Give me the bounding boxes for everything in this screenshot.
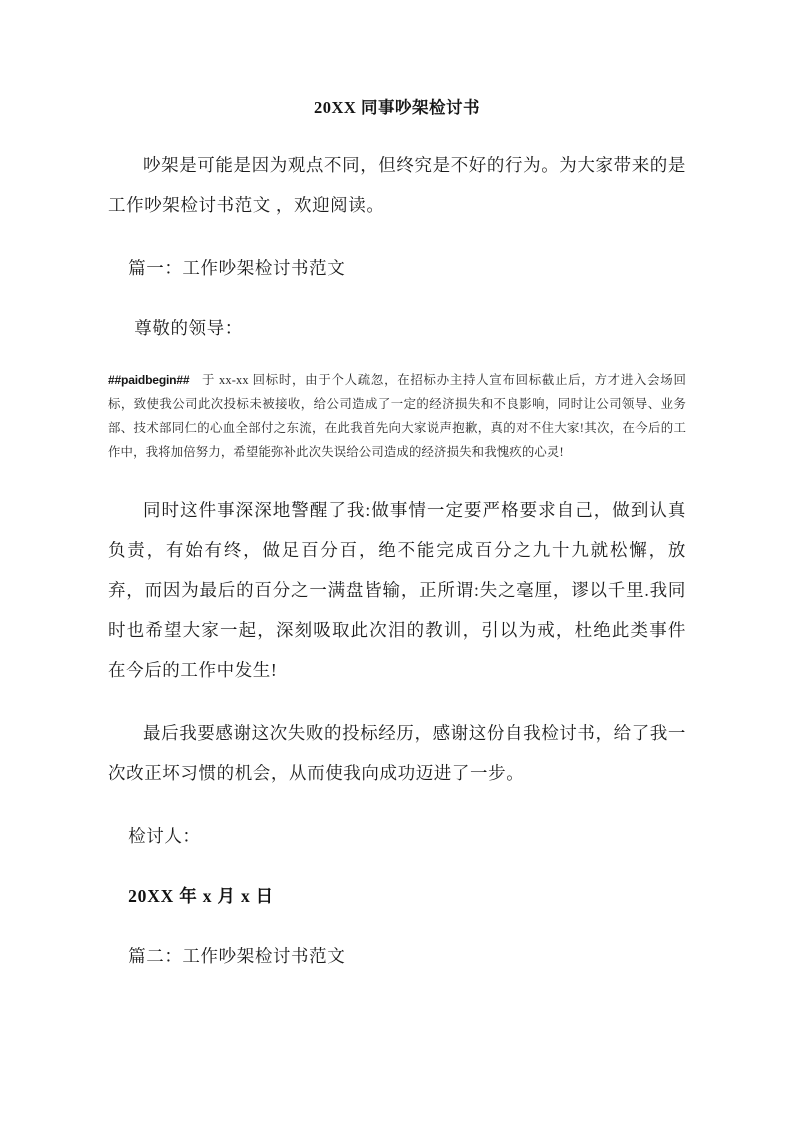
signature-date: 20XX 年 x 月 x 日 — [128, 886, 274, 907]
spacer — [108, 700, 686, 713]
paid-body-text: 于 xx-xx 回标时，由于个人疏忽，在招标办主持人宣布回标截止后，方才进入会场回标，致使我公司此次投标未被接收，给公司造成了一定的经济损失和不良影响，同时让公司领导、业务部、技术部同仁的心血全部付之东流，在此我首先向大家说声抱歉，真的对不住大家!其次，在今后的工作中，我将加倍努力，希望能弥补此次失误给公司造成的经济损失和我愧疚的心灵! — [108, 373, 686, 460]
section-one-heading: 篇一：工作吵架检讨书范文 — [128, 258, 346, 279]
spacer — [108, 348, 686, 368]
page-title: 20XX 同事吵架检讨书 — [314, 98, 480, 117]
spacer — [108, 856, 686, 876]
main-body-paragraph: 同时这件事深深地警醒了我:做事情一定要严格要求自己，做到认真负责，有始有终，做足百分百，绝不能完成百分之九十九就松懈，放弃，而因为最后的百分之一满盘皆输，正所谓:失之毫厘，谬以千里.我同时也希望大家一起，深刻吸取此次泪的教训，引以为戒，杜绝此类事件在今后的工作中发生! — [108, 500, 686, 681]
spacer — [108, 288, 686, 308]
salutation: 尊敬的领导： — [134, 318, 243, 339]
signature-label: 检讨人： — [128, 826, 201, 847]
closing-paragraph: 最后我要感谢这次失败的投标经历，感谢这份自我检讨书，给了我一次改正坏习惯的机会，从而使我向成功迈进了一步。 — [108, 723, 686, 784]
spacer — [108, 235, 686, 248]
spacer — [108, 464, 686, 490]
paid-begin-marker: ##paidbegin## — [108, 373, 190, 388]
spacer — [108, 803, 686, 816]
document-content — [108, 96, 686, 976]
spacer — [108, 916, 686, 936]
intro-paragraph: 吵架是可能是因为观点不同，但终究是不好的行为。为大家带来的是工作吵架检讨书范文 ，欢迎阅读。 — [108, 155, 686, 216]
section-two-heading: 篇二：工作吵架检讨书范文 — [128, 946, 346, 967]
paid-body-paragraph — [108, 368, 686, 464]
